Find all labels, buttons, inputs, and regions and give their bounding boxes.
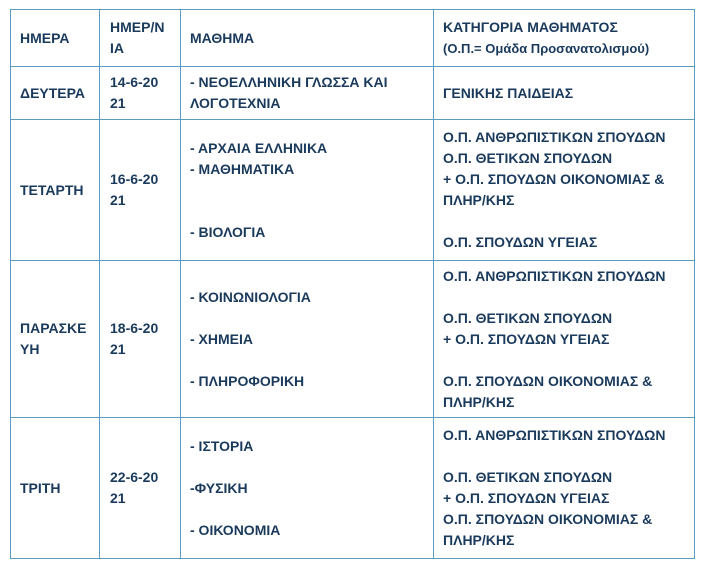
subject-item: - ΒΙΟΛΟΓΙΑ (190, 223, 266, 240)
category-item: ΓΕΝΙΚΗΣ ΠΑΙΔΕΙΑΣ (443, 84, 574, 101)
subject-item: - ΚΟΙΝΩΝΙΟΛΟΓΙΑ (190, 288, 311, 305)
date-cell: 16-6-20 21 (100, 120, 181, 261)
category-item: Ο.Π. ΣΠΟΥΔΩΝ ΟΙΚΟΝΟΜΙΑΣ & (443, 372, 653, 389)
category-item: Ο.Π. ΘΕΤΙΚΩΝ ΣΠΟΥΔΩΝ (443, 469, 613, 485)
category-cell (434, 120, 695, 261)
category-item: ΠΛΗΡ/ΚΗΣ (443, 192, 515, 208)
category-item: Ο.Π. ΑΝΘΡΩΠΙΣΤΙΚΩΝ ΣΠΟΥΔΩΝ (443, 427, 666, 443)
category-item: + Ο.Π. ΣΠΟΥΔΩΝ ΥΓΕΙΑΣ (443, 330, 610, 347)
category-item: Ο.Π. ΣΠΟΥΔΩΝ ΟΙΚΟΝΟΜΙΑΣ & (443, 511, 653, 527)
date-cell: 22-6-20 21 (100, 418, 181, 559)
category-cell (434, 261, 695, 418)
table-header-row (11, 10, 695, 67)
table-row (11, 67, 695, 120)
subject-item: - ΧΗΜΕΙΑ (190, 330, 253, 347)
subject-item: - ΙΣΤΟΡΙΑ (190, 437, 254, 454)
subject-cell (181, 120, 434, 261)
subject-item: - ΝΕΟΕΛΛΗΝΙΚΗ ΓΛΩΣΣΑ ΚΑΙ (190, 74, 388, 90)
header-category: ΚΑΤΗΓΟΡΙΑ ΜΑΘΗΜΑΤΟΣ (Ο.Π.= Ομάδα Προσανατολισμού) (434, 10, 695, 67)
category-item: Ο.Π. ΘΕΤΙΚΩΝ ΣΠΟΥΔΩΝ (443, 309, 613, 326)
day-cell: ΔΕΥΤΕΡΑ (11, 67, 100, 120)
category-item: Ο.Π. ΑΝΘΡΩΠΙΣΤΙΚΩΝ ΣΠΟΥΔΩΝ (443, 129, 666, 145)
header-day: ΗΜΕΡΑ (11, 10, 100, 67)
category-item: Ο.Π. ΣΠΟΥΔΩΝ ΥΓΕΙΑΣ (443, 234, 598, 250)
subject-item: - ΑΡΧΑΙΑ ΕΛΛΗΝΙΚΑ (190, 139, 328, 156)
subject-item: - ΠΛΗΡΟΦΟΡΙΚΗ (190, 372, 305, 389)
header-date: ΗΜΕΡ/Ν ΙΑ (100, 10, 181, 67)
subject-cell (181, 67, 434, 120)
exam-schedule-table (10, 9, 695, 559)
subject-cell (181, 418, 434, 559)
date-cell: 18-6-20 21 (100, 261, 181, 418)
category-cell (434, 67, 695, 120)
table-row (11, 120, 695, 261)
category-cell (434, 418, 695, 559)
category-item: + Ο.Π. ΣΠΟΥΔΩΝ ΥΓΕΙΑΣ (443, 490, 610, 506)
header-subject: ΜΑΘΗΜΑ (181, 10, 434, 67)
category-item: ΠΛΗΡ/ΚΗΣ (443, 393, 515, 410)
subject-item: ΛΟΓΟΤΕΧΝΙΑ (190, 95, 281, 111)
category-item: Ο.Π. ΑΝΘΡΩΠΙΣΤΙΚΩΝ ΣΠΟΥΔΩΝ (443, 267, 666, 284)
day-cell: ΤΕΤΑΡΤΗ (11, 120, 100, 261)
table-row (11, 418, 695, 559)
subject-item: - ΟΙΚΟΝΟΜΙΑ (190, 521, 281, 538)
subject-cell (181, 261, 434, 418)
table-row (11, 261, 695, 418)
category-item: Ο.Π. ΘΕΤΙΚΩΝ ΣΠΟΥΔΩΝ (443, 150, 613, 166)
day-cell: ΠΑΡΑΣΚΕ ΥΗ (11, 261, 100, 418)
date-cell: 14-6-20 21 (100, 67, 181, 120)
day-cell: ΤΡΙΤΗ (11, 418, 100, 559)
subject-item: -ΦΥΣΙΚΗ (190, 479, 248, 496)
category-item: + Ο.Π. ΣΠΟΥΔΩΝ ΟΙΚΟΝΟΜΙΑΣ & (443, 171, 665, 187)
subject-item: - ΜΑΘΗΜΑΤΙΚΑ (190, 160, 295, 177)
category-item: ΠΛΗΡ/ΚΗΣ (443, 532, 515, 548)
